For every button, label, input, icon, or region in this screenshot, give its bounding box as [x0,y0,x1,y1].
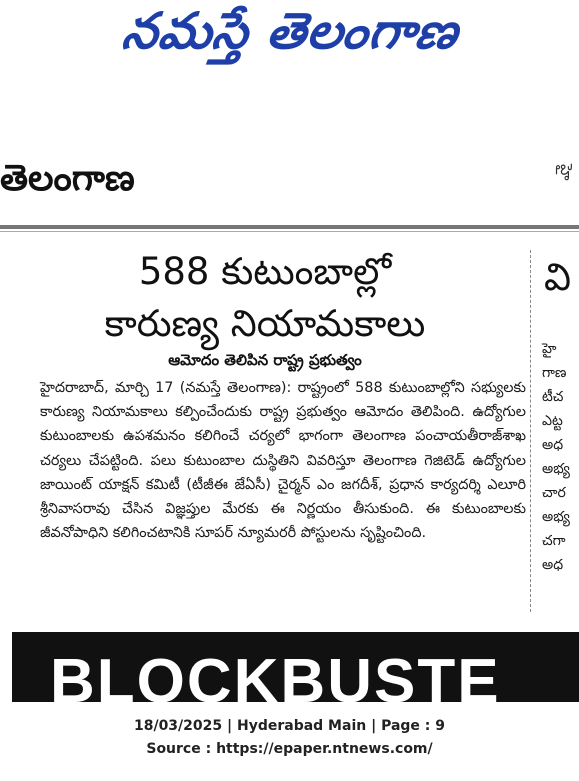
headline-line-1: 588 కుటుంబాల్లో [138,250,392,293]
footer-source[interactable]: Source : https://epaper.ntnews.com/ [146,741,433,757]
adjacent-line: ఎట్ట [542,413,563,429]
adjacent-line: టీచ [542,389,564,405]
article-subhead: ఆమోదం తెలిపిన రాష్ట్ర ప్రభుత్వం [168,351,362,369]
adjacent-line: అభ్య [542,509,570,525]
adjacent-line: అధ [542,437,564,453]
adjacent-line: గాణ [542,365,567,381]
news-article [0,236,530,616]
section-rule [0,225,579,229]
article-body: హైదరాబాద్, మార్చి 17 (నమస్తే తెలంగాణ): రాష్ట్రంలో 588 కుటుంబాల్లోని సభ్యులకు కారుణ్య నియామకాలు కల్పించేందుకు రాష్ట్ర ప్రభుత్వం ఆమోదం తెలిపింది. ఉద్యోగుల కుటుంబాలకు ఉపశమనం కలిగించే చర్యలో భాగంగా తెలంగాణ పంచాయతీరాజ్‌శాఖ చర్యలు చేపట్టింది. పలు కుటుంబాల దుస్థితిని వివరిస్తూ తెలంగాణ గెజిటెడ్ ఉద్యోగుల జాయింట్ యాక్షన్ కమిటీ (టీజీఈ జేఏసీ) చైర్మన్ ఎం జగదీశ్, ప్రధాన కార్యదర్శి ఎలూరి శ్రీనివాసరావు చేసిన విజ్ఞప్తుల మేరకు ఈ నిర్ణయం తీసుకుంది. ఈ కుటుంబాలకు జీవనోపాధిని కలిగించటానికి సూపర్ న్యూమరరీ పోస్టులను సృష్టించింది. [40,380,526,542]
headline-line-2: కారుణ్య నియామకాలు [104,302,426,345]
adjacent-headline: వి [544,255,572,299]
adjacent-body [542,337,579,577]
section-rule-thin [0,231,579,232]
column-divider [530,250,531,612]
article-headline [20,246,510,350]
section-name: తెలంగాణ [0,158,135,199]
adjacent-article-column [538,245,579,615]
section-side-mark: హై [557,164,576,181]
adjacent-line: చార [542,485,566,501]
page-footer [0,704,579,781]
advertisement-text: BLOCKBUSTE [50,647,501,702]
footer-date-edition: 18/03/2025 | Hyderabad Main | Page : 9 [133,718,446,734]
adjacent-line: చగా [542,533,566,549]
section-header [0,150,579,220]
masthead-title: నమస్తే తెలంగాణ [118,2,463,60]
adjacent-line: అధ [542,557,564,573]
adjacent-line: అభ్య [542,461,570,477]
newspaper-masthead [0,0,579,75]
adjacent-line: హై [542,341,557,357]
advertisement-banner [12,632,579,702]
